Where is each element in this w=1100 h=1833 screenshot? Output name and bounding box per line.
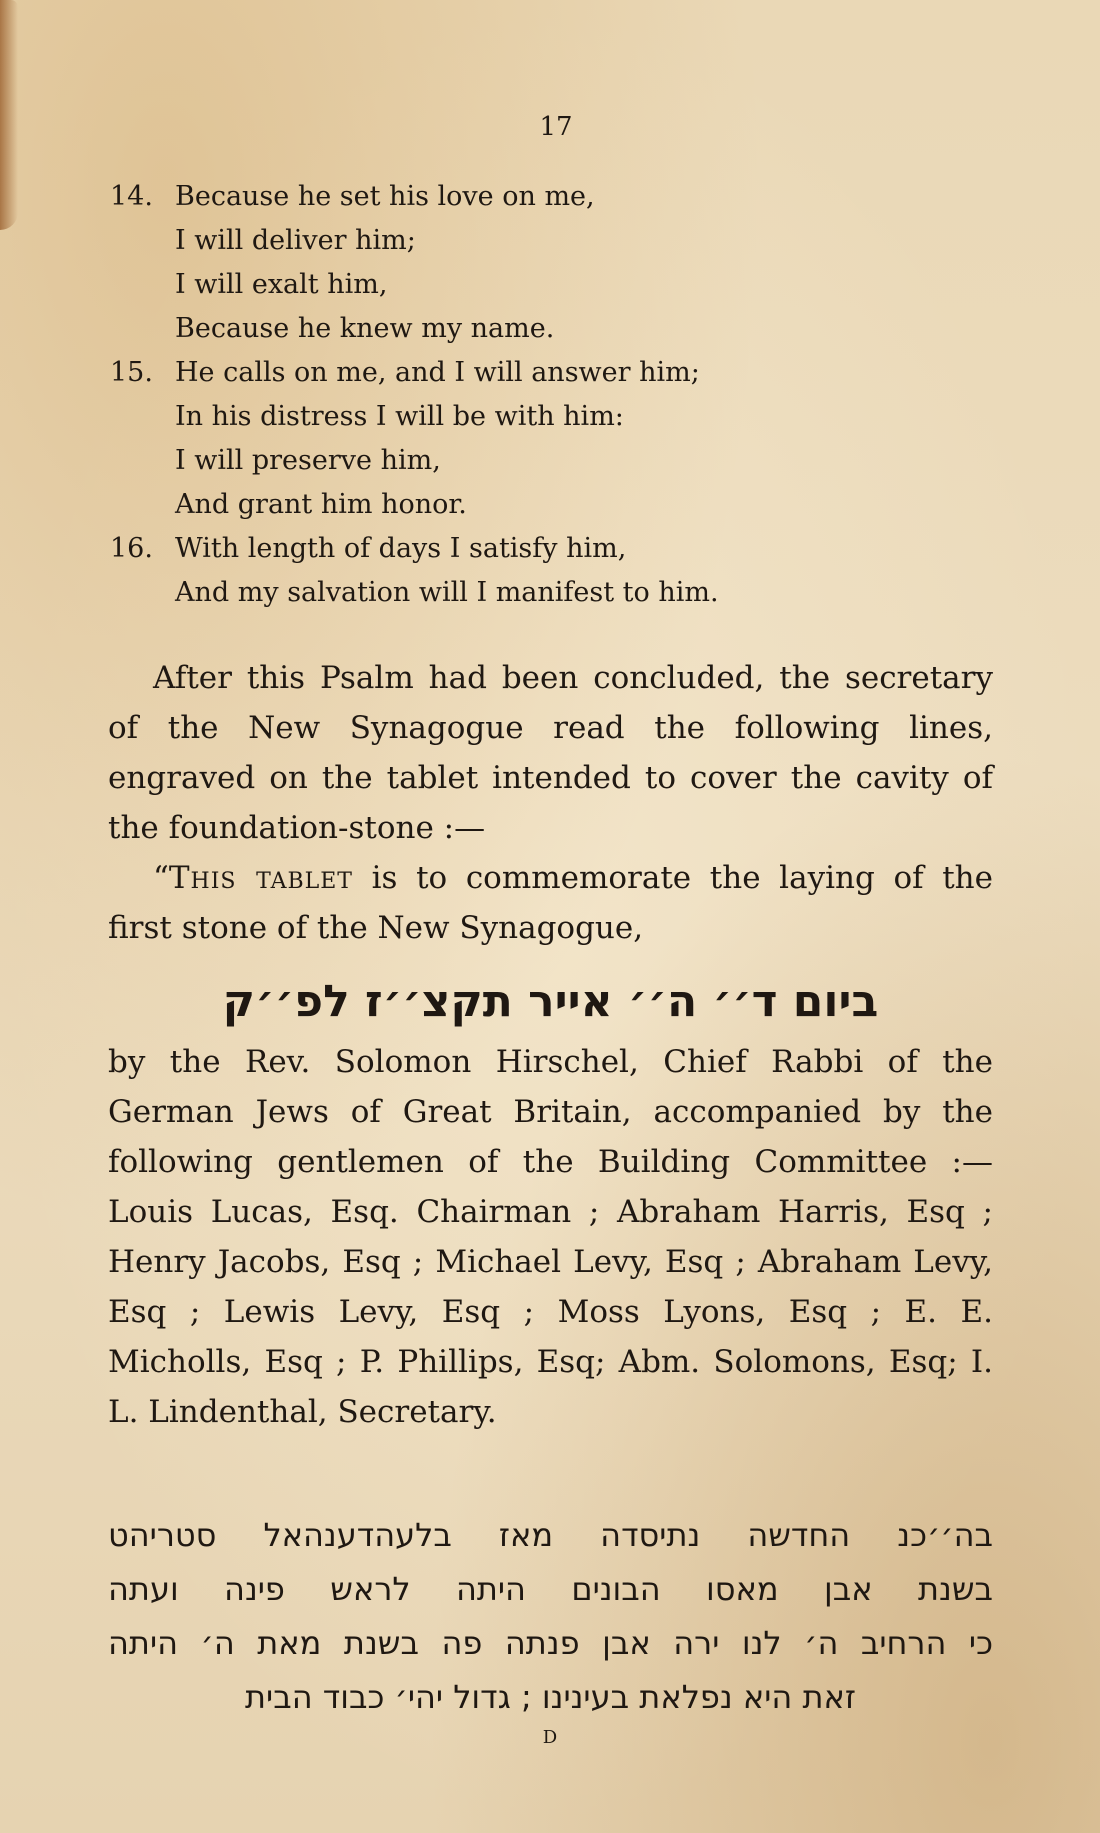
- verse-line: [110, 219, 1010, 263]
- hebrew-date: ביום ד׳׳ ה׳׳ אייר תקצ׳׳ז לפ׳׳ק: [222, 976, 879, 1027]
- narrative-block: [108, 653, 993, 953]
- tablet-smallcaps: This tablet: [168, 860, 353, 896]
- verse-line: [110, 571, 1010, 615]
- verse-line: [110, 527, 1010, 571]
- verse-text: Because he knew my name.: [175, 313, 555, 344]
- hebrew-inscription-line: כי הרחיב ה׳ לנו ירה אבן פנתה פה בשנת מאת ה׳ היתה: [108, 1624, 993, 1662]
- committee-paragraph: by the Rev. Solomon Hirschel, Chief Rabbi of the German Jews of Great Britain, accompanied by the following gentlemen of the Building Committee :— Louis Lucas, Esq. Chairman ; Abraham Harris, Esq ; Henry Jacobs, Esq ; Michael Levy, Esq ; Abraham Levy, Esq ; Lewis Levy, Esq ; Moss Lyons, Esq ; E. E. Micholls, Esq ; P. Phillips, Esq; Abm. Solomons, Esq; I. L. Lindenthal, Secretary.: [108, 1044, 993, 1430]
- verse-line: [110, 351, 1010, 395]
- verse-text: He calls on me, and I will answer him;: [175, 357, 700, 388]
- verse-text: I will deliver him;: [175, 225, 416, 256]
- verse-text: I will preserve him,: [175, 445, 441, 476]
- hebrew-inscription-line: בשנת אבן מאסו הבונים היתה לראש פינה ועתה: [108, 1570, 993, 1608]
- verse-line: [110, 175, 1010, 219]
- verse-text: And grant him honor.: [175, 489, 467, 520]
- hebrew-inscription-line: בה׳׳כנ החדשה נתיסדה מאז בלעהדענהאל סטריהט: [108, 1516, 993, 1554]
- verse-text: I will exalt him,: [175, 269, 388, 300]
- psalm-verses: [110, 175, 1010, 615]
- verse-line: [110, 263, 1010, 307]
- verse-number: 16.: [110, 533, 153, 564]
- signature-mark: D: [542, 1727, 558, 1748]
- verse-line: [110, 483, 1010, 527]
- tablet-paragraph: [108, 853, 993, 953]
- tablet-text: is to commemorate the laying of the first stone of the New Synagogue,: [108, 860, 993, 946]
- verse-text: With length of days I satisfy him,: [175, 533, 627, 564]
- open-quote: “: [153, 860, 169, 896]
- narrative-paragraph: After this Psalm had been concluded, the secretary of the New Synagogue read the following lines, engraved on the tablet intended to cover the cavity of the foundation-stone :—: [108, 660, 993, 846]
- hebrew-inscription: [108, 1508, 993, 1724]
- verse-number: 14.: [110, 181, 153, 212]
- verse-text: In his distress I will be with him:: [175, 401, 624, 432]
- committee-block: [108, 1037, 993, 1437]
- page-number: 17: [539, 112, 573, 142]
- verse-text: And my salvation will I manifest to him.: [175, 577, 719, 608]
- verse-number: 15.: [110, 357, 153, 388]
- verse-line: [110, 439, 1010, 483]
- verse-line: [110, 395, 1010, 439]
- verse-text: Because he set his love on me,: [175, 181, 595, 212]
- hebrew-inscription-line: זאת היא נפלאת בעינינו ; גדול יהי׳ כבוד הבית: [245, 1678, 856, 1716]
- verse-line: [110, 307, 1010, 351]
